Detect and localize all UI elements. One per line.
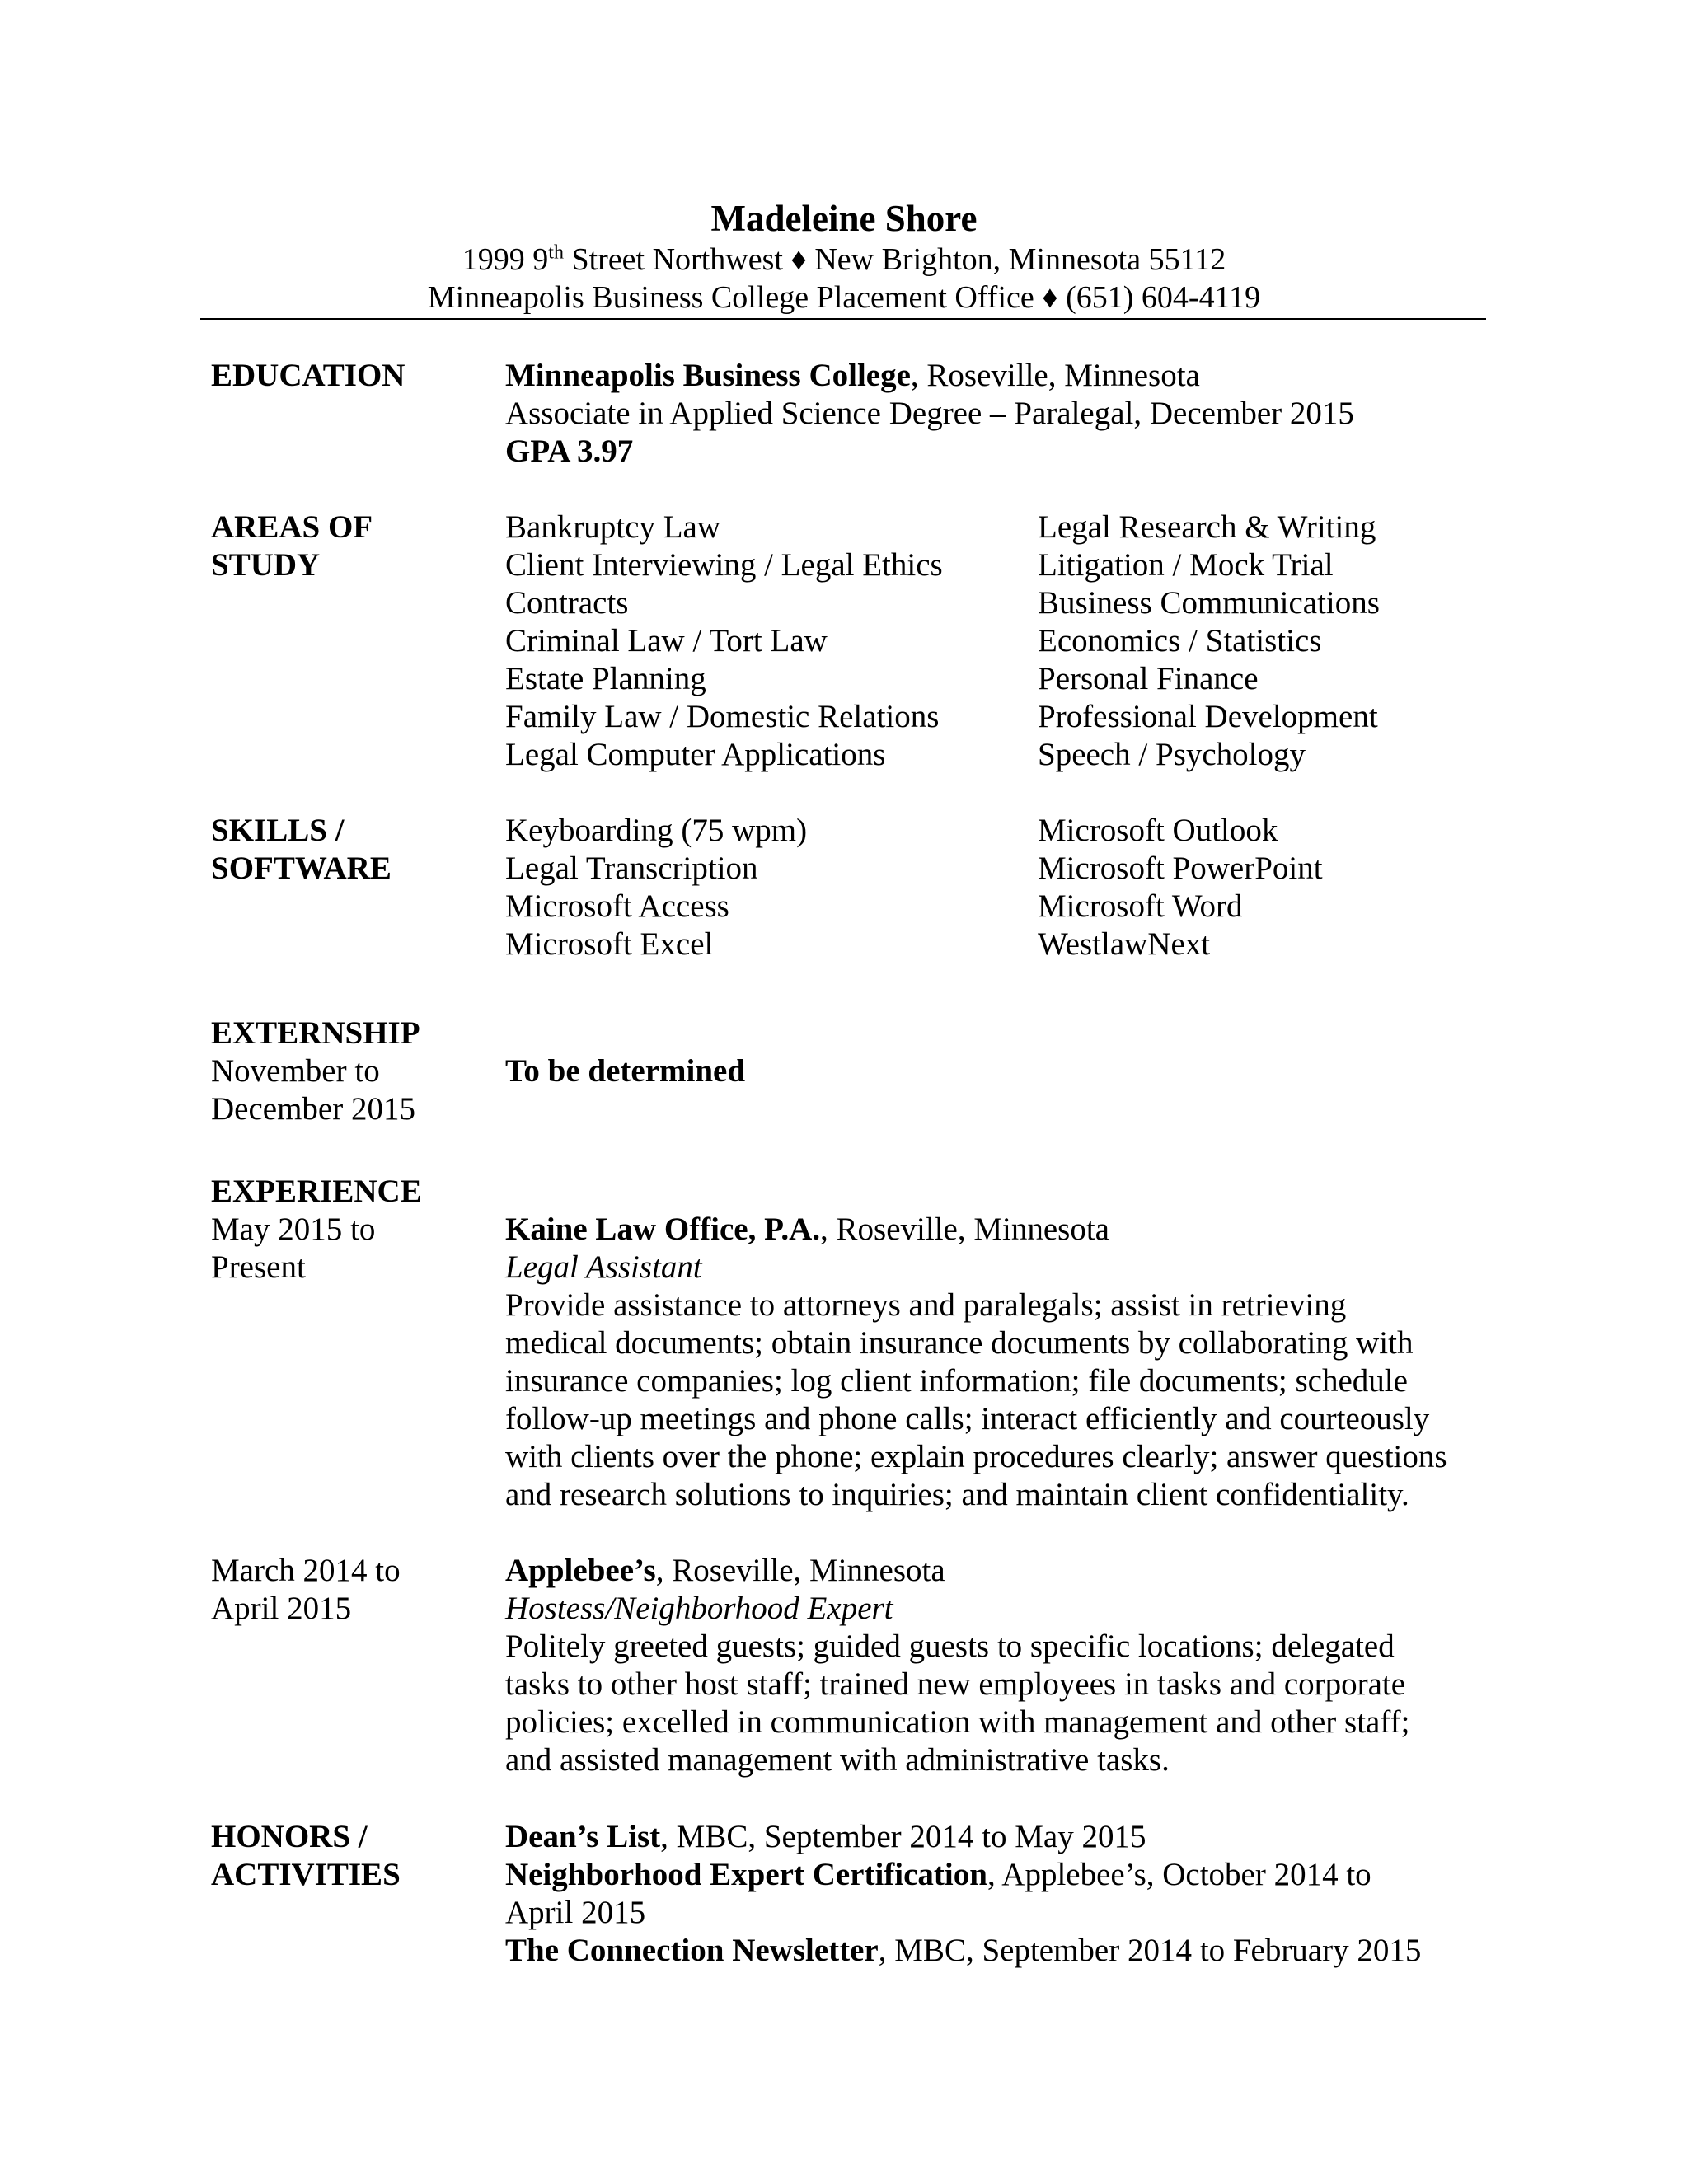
skills-column-right: [1038, 812, 1615, 963]
list-item: Legal Research & Writing: [1038, 509, 1376, 545]
address-line: [0, 241, 1688, 279]
honors-label: [211, 1818, 491, 1894]
list-item: Keyboarding (75 wpm): [505, 813, 808, 848]
job-title: Legal Assistant: [505, 1249, 702, 1285]
description-line: Provide assistance to attorneys and paralegals; assist in retrieving: [505, 1287, 1347, 1323]
job-date: March 2014 to: [211, 1553, 401, 1588]
list-item: Speech / Psychology: [1038, 737, 1306, 772]
description-line: insurance companies; log client information; file documents; schedule: [505, 1363, 1408, 1399]
school-name: Minneapolis Business College: [505, 358, 911, 393]
areas-content: [505, 509, 1688, 774]
header-divider: [200, 318, 1486, 320]
list-item: Microsoft Access: [505, 888, 729, 924]
job-employer: Applebee’s: [505, 1553, 656, 1588]
externship-text: To be determined: [505, 1053, 746, 1089]
externship-heading: EXTERNSHIP: [211, 1015, 420, 1051]
honor-title: Dean’s List: [505, 1819, 661, 1854]
description-line: medical documents; obtain insurance documents by collaborating with: [505, 1325, 1414, 1361]
degree: Associate in Applied Science Degree – Paralegal, December 2015: [505, 396, 1354, 431]
list-item: Estate Planning: [505, 661, 706, 696]
description-line: tasks to other host staff; trained new employees in tasks and corporate: [505, 1666, 1406, 1702]
list-item: Microsoft Outlook: [1038, 813, 1278, 848]
list-item: Client Interviewing / Legal Ethics: [505, 547, 943, 583]
description-line: and research solutions to inquiries; and maintain client confidentiality.: [505, 1477, 1409, 1512]
areas-label: [211, 509, 491, 584]
list-item: Family Law / Domestic Relations: [505, 699, 940, 734]
address-number: 1999 9: [462, 242, 549, 277]
list-item: Personal Finance: [1038, 661, 1259, 696]
list-item: Criminal Law / Tort Law: [505, 623, 828, 658]
areas-label-line: STUDY: [211, 547, 321, 583]
description-line: follow-up meetings and phone calls; interact efficiently and courteously: [505, 1401, 1430, 1436]
honors-content: [505, 1818, 1688, 1970]
list-item: Business Communications: [1038, 585, 1380, 621]
honor-details: April 2015: [505, 1895, 646, 1930]
education-school-line: [505, 357, 1688, 395]
list-item: Microsoft PowerPoint: [1038, 851, 1323, 886]
honor-details: , MBC, September 2014 to May 2015: [660, 1819, 1146, 1854]
education-content: [505, 357, 1688, 471]
honor-item: [505, 1818, 1688, 1856]
description-line: and assisted management with administrative tasks.: [505, 1742, 1170, 1778]
experience-heading: EXPERIENCE: [211, 1174, 422, 1209]
areas-label-line: AREAS OF: [211, 509, 373, 545]
description-line: policies; excelled in communication with management and other staff;: [505, 1704, 1410, 1740]
education-label: EDUCATION: [211, 358, 406, 393]
job-location: , Roseville, Minnesota: [655, 1553, 945, 1588]
list-item: Microsoft Word: [1038, 888, 1243, 924]
list-item: Litigation / Mock Trial: [1038, 547, 1334, 583]
honor-item: [505, 1894, 1688, 1932]
skills-label-line: SKILLS /: [211, 813, 345, 848]
externship-content: [505, 1052, 1688, 1090]
job-employer: Kaine Law Office, P.A.: [505, 1212, 821, 1247]
job-date: May 2015 to: [211, 1212, 376, 1247]
school-location: , Roseville, Minnesota: [910, 358, 1200, 393]
areas-column-left: [505, 509, 1038, 774]
skills-column-left: [505, 812, 1038, 963]
contact-phone: (651) 604-4119: [1066, 280, 1261, 315]
gpa: GPA 3.97: [505, 434, 634, 469]
externship-label: [211, 1015, 491, 1128]
externship-date: December 2015: [211, 1091, 415, 1127]
job-description: [505, 1286, 1688, 1514]
list-item: Microsoft Excel: [505, 926, 714, 962]
job-entry: [505, 1552, 1688, 1779]
list-item: WestlawNext: [1038, 926, 1211, 962]
list-item: Legal Transcription: [505, 851, 758, 886]
experience-label: [211, 1173, 491, 1286]
diamond-separator: ♦: [790, 242, 807, 277]
list-item: Bankruptcy Law: [505, 509, 721, 545]
externship-date: November to: [211, 1053, 380, 1089]
list-item: Professional Development: [1038, 699, 1378, 734]
address-city: New Brighton, Minnesota 55112: [814, 242, 1226, 277]
honor-title: The Connection Newsletter: [505, 1933, 879, 1968]
description-line: with clients over the phone; explain procedures clearly; answer questions: [505, 1439, 1447, 1474]
job-date: April 2015: [211, 1591, 352, 1626]
diamond-separator: ♦: [1042, 280, 1058, 315]
address-street: Street Northwest: [563, 242, 783, 277]
skills-content: [505, 812, 1688, 963]
job-date: Present: [211, 1249, 306, 1285]
honors-label-line: ACTIVITIES: [211, 1857, 401, 1892]
description-line: Politely greeted guests; guided guests to specific locations; delegated: [505, 1629, 1395, 1664]
job-location: , Roseville, Minnesota: [820, 1212, 1109, 1247]
job-employer-line: [505, 1211, 1688, 1249]
list-item: Contracts: [505, 585, 629, 621]
candidate-name: Madeleine Shore: [710, 198, 978, 239]
job-title: Hostess/Neighborhood Expert: [505, 1591, 893, 1626]
contact-line: [0, 279, 1688, 316]
honor-details: , Applebee’s, October 2014 to: [987, 1857, 1372, 1892]
honor-item: [505, 1932, 1688, 1970]
list-item: Legal Computer Applications: [505, 737, 886, 772]
areas-column-right: [1038, 509, 1615, 774]
address-ordinal: th: [548, 241, 564, 264]
skills-label: [211, 812, 491, 888]
job-entry: [505, 1211, 1688, 1514]
honor-title: Neighborhood Expert Certification: [505, 1857, 987, 1892]
job-employer-line: [505, 1552, 1688, 1590]
honor-details: , MBC, September 2014 to February 2015: [878, 1933, 1422, 1968]
honors-label-line: HONORS /: [211, 1819, 368, 1854]
contact-place: Minneapolis Business College Placement Office: [427, 280, 1034, 315]
list-item: Economics / Statistics: [1038, 623, 1322, 658]
resume-header: [0, 196, 1688, 316]
job-date-block: [211, 1552, 491, 1628]
honor-item: [505, 1856, 1688, 1894]
job-description: [505, 1628, 1688, 1779]
skills-label-line: SOFTWARE: [211, 851, 392, 886]
